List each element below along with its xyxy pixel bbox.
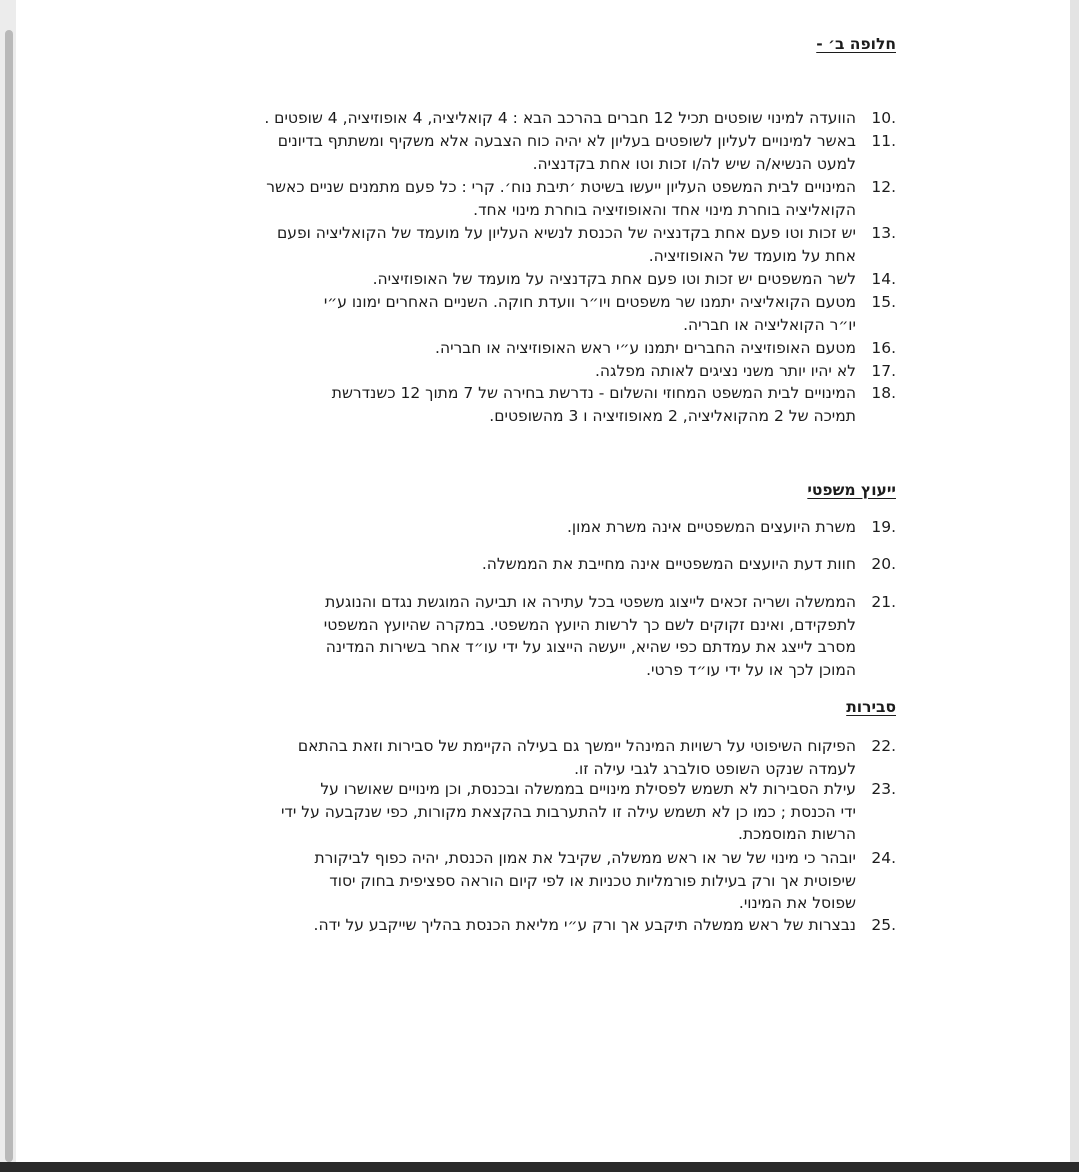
list-item-22 xyxy=(150,735,896,780)
item-number: 24. xyxy=(871,849,896,867)
item-line: שיפוטית אך ורק בעילות פורמליות טכניות או לפי קיום הוראה ספציפית בחוק יסוד xyxy=(329,871,856,890)
list-item-18 xyxy=(150,382,896,427)
section-heading-alternative-b: חלופה ב׳ - xyxy=(816,35,896,53)
item-number: 21. xyxy=(871,593,896,611)
item-line: המינויים לבית המשפט המחוזי והשלום - נדרשת בחירה של 7 מתוך 12 כשנדרשת xyxy=(331,384,856,402)
window-right-edge xyxy=(1070,0,1079,1162)
item-line: לעמדה שנקט השופט סולברג לגבי עילה זו. xyxy=(574,759,856,778)
list-item-21 xyxy=(150,591,896,681)
section-heading-reasonableness: סבירות xyxy=(846,698,896,716)
vertical-scrollbar[interactable] xyxy=(5,30,13,1162)
item-line: ידי הכנסת ; כמו כן לא תשמש עילה זו להתערבות בהקצאת מקורות, כפי שנקבעה על ידי xyxy=(280,802,856,821)
item-line: הפיקוח השיפוטי על רשויות המינהל יימשך גם בעילה הקיימת של סבירות וזאת בהתאם xyxy=(297,737,856,755)
item-line: למעט הנשיא/ה שיש לה/ו זכות וטו אחת בקדנציה. xyxy=(532,154,856,173)
item-line: שפוסל את המינוי. xyxy=(738,894,856,912)
item-line: הממשלה ושריה זכאים לייצוג משפטי בכל עתירה או תביעה המוגשת נגדם והנוגעת xyxy=(325,593,856,611)
list-item-23 xyxy=(150,778,896,846)
item-number: 17. xyxy=(871,362,896,380)
item-line: המוכן לכך או על ידי עו״ד פרטי. xyxy=(646,660,856,679)
list-item-12 xyxy=(150,176,896,221)
list-item-14 xyxy=(150,268,896,291)
list-item-25 xyxy=(150,914,896,937)
item-line: לשר המשפטים יש זכות וטו פעם אחת בקדנציה על מועמד של האופוזיציה. xyxy=(372,270,856,288)
item-number: 19. xyxy=(871,518,896,536)
item-line: חוות דעת היועצים המשפטיים אינה מחייבת את הממשלה. xyxy=(481,555,856,573)
list-item-15 xyxy=(150,291,896,336)
item-number: 22. xyxy=(871,737,896,755)
item-line: באשר למינויים לעליון לשופטים בעליון לא יהיה כוח הצבעה אלא משקיף ומשתתף בדיונים xyxy=(277,132,856,150)
item-line: לתפקידם, ואינם זקוקים לשם כך לרשות היועץ המשפטי. במקרה שהיועץ המשפטי xyxy=(323,615,856,634)
item-number: 18. xyxy=(871,384,896,402)
list-item-17 xyxy=(150,360,896,383)
item-line: מטעם הקואליציה יתמנו שר משפטים ויו״ר וועדת חוקה. השניים האחרים ימונו ע״י xyxy=(323,293,856,311)
item-line: לא יהיו יותר משני נציגים לאותה מפלגה. xyxy=(595,362,856,380)
item-line: יו״ר הקואליציה או חבריה. xyxy=(683,315,856,334)
item-number: 10. xyxy=(871,109,896,127)
item-line: נבצרות של ראש ממשלה תיקבע אך ורק ע״י מליאת הכנסת בהליך שייקבע על ידה. xyxy=(313,916,856,934)
list-item-19 xyxy=(150,516,896,539)
item-number: 15. xyxy=(871,293,896,311)
list-item-24 xyxy=(150,847,896,915)
item-line: הוועדה למינוי שופטים תכיל 12 חברים בהרכב הבא : 4 קואליציה, 4 אופוזיציה, 4 שופטים . xyxy=(264,109,856,127)
item-number: 20. xyxy=(871,555,896,573)
item-line: משרת היועצים המשפטיים אינה משרת אמון. xyxy=(567,518,856,536)
item-number: 23. xyxy=(871,780,896,798)
window-bottom-bar xyxy=(0,1162,1079,1172)
list-item-13 xyxy=(150,222,896,267)
list-item-11 xyxy=(150,130,896,175)
item-line: הקואליציה בוחרת מינוי אחד והאופוזיציה בוחרת מינוי אחד. xyxy=(473,200,856,219)
item-number: 25. xyxy=(871,916,896,934)
section-heading-legal-advice: ייעוץ משפטי xyxy=(807,481,896,499)
item-line: המינויים לבית המשפט העליון ייעשו בשיטת ׳תיבת נוח׳. קרי : כל פעם מתמנים שניים כאשר xyxy=(266,178,856,196)
item-number: 16. xyxy=(871,339,896,357)
item-line: יובהר כי מינוי של שר או ראש ממשלה, שקיבל את אמון הכנסת, יהיה כפוף לביקורת xyxy=(314,849,856,867)
item-line: עילת הסבירות לא תשמש לפסילת מינויים בממשלה ובכנסת, וכן מינויים שאושרו על xyxy=(320,780,856,798)
item-line: תמיכה של 2 מהקואליציה, 2 מאופוזיציה ו 3 מהשופטים. xyxy=(489,406,856,425)
item-number: 12. xyxy=(871,178,896,196)
item-number: 14. xyxy=(871,270,896,288)
item-line: אחת על מועמד של האופוזיציה. xyxy=(648,246,856,265)
item-line: מטעם האופוזיציה החברים יתמנו ע״י ראש האופוזיציה או חבריה. xyxy=(435,339,856,357)
item-number: 11. xyxy=(871,132,896,150)
item-line: מסרב לייצג את עמדתם כפי שהיא, ייעשה הייצוג על ידי עו״ד אחר בשירות המדינה xyxy=(325,638,856,656)
list-item-16 xyxy=(150,337,896,360)
list-item-20 xyxy=(150,553,896,576)
list-item-10 xyxy=(150,107,896,130)
item-number: 13. xyxy=(871,224,896,242)
item-line: הרשות המוסמכת. xyxy=(738,825,856,843)
item-line: יש זכות וטו פעם אחת בקדנציה של הכנסת לנשיא העליון על מועמד של הקואליציה ופעם xyxy=(276,224,856,242)
